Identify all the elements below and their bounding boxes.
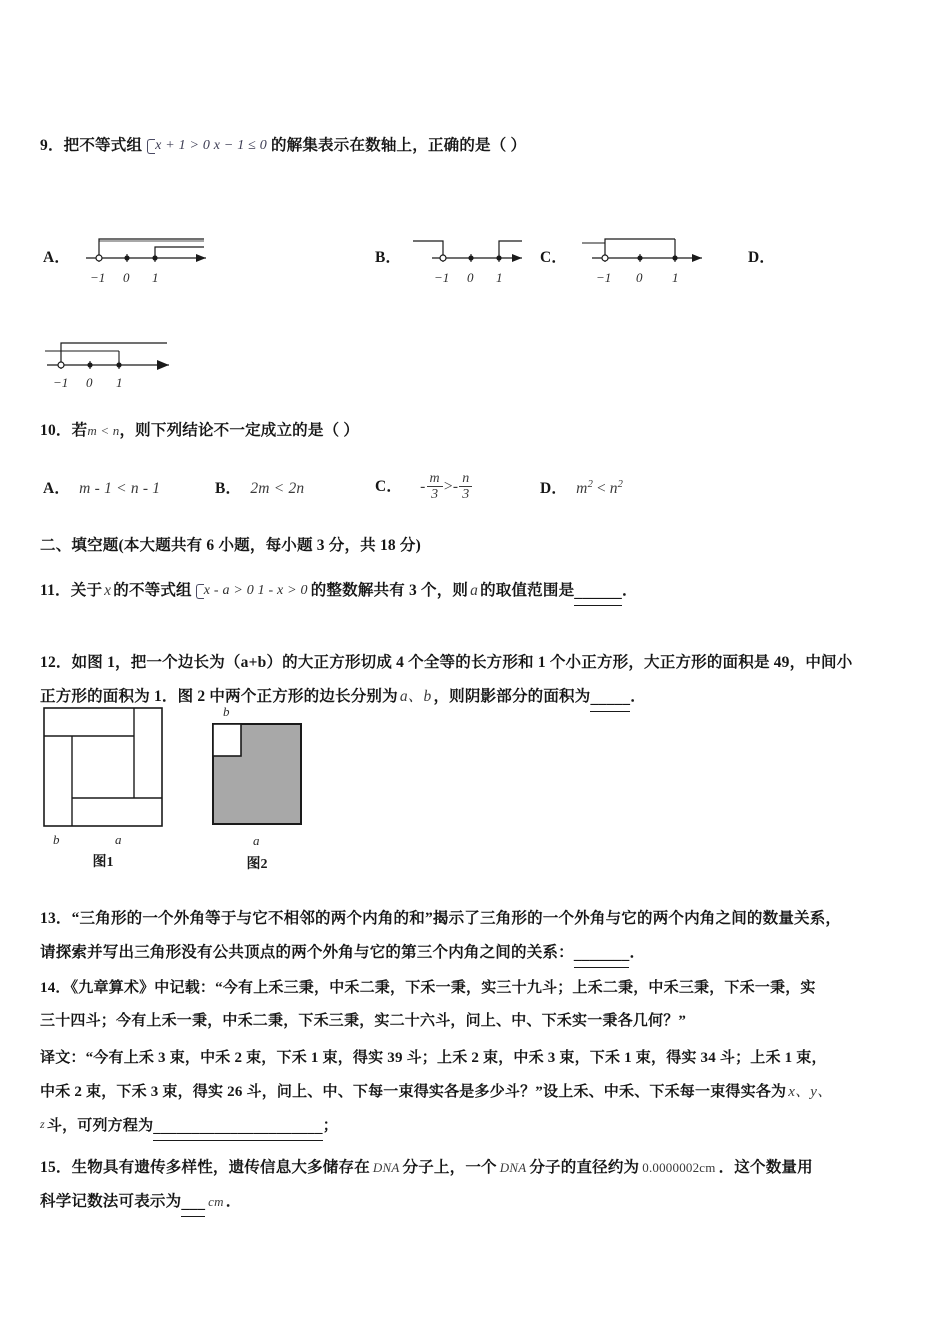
q9-b-tick-minus1: −1 bbox=[434, 270, 450, 285]
q10c-num-2: n bbox=[462, 471, 470, 486]
question-10-condition: m < n bbox=[87, 423, 120, 438]
shaded-square-figure bbox=[211, 706, 303, 873]
question-9-system bbox=[146, 137, 267, 155]
q11-part-4: 的取值范围是 bbox=[480, 582, 575, 599]
q15-dna-2: DNA bbox=[499, 1160, 527, 1175]
number-line-d-svg bbox=[43, 333, 183, 381]
number-line-option-b[interactable] bbox=[410, 228, 530, 290]
q15-unit: cm bbox=[208, 1194, 224, 1209]
section-2-heading: 二、填空题(本大题共有 6 小题，每小题 3 分，共 18 分) bbox=[40, 537, 421, 554]
q10-option-b-letter: B． bbox=[215, 480, 242, 497]
question-10-stem-after: ，则下列结论不一定成立的是（ ） bbox=[119, 422, 360, 439]
q15-diameter-value: 0.0000002cm bbox=[642, 1160, 716, 1175]
q12-line-2-b: ，则阴影部分的面积为 bbox=[433, 688, 591, 705]
q10-option-a-letter: A． bbox=[43, 480, 71, 497]
q10-option-b[interactable] bbox=[215, 476, 304, 501]
q9-c-tick-1: 1 bbox=[672, 270, 679, 285]
q14-answer-blank[interactable]: ______________________ bbox=[153, 1116, 322, 1141]
q9-b-tick-1: 1 bbox=[496, 270, 503, 285]
q10-option-c-fraction-1 bbox=[427, 471, 443, 502]
q10-option-c-letter: C． bbox=[375, 478, 403, 496]
q9-option-d-letter[interactable]: D． bbox=[748, 249, 776, 266]
question-14-line-1 bbox=[40, 976, 935, 1000]
question-14-number: 14． bbox=[40, 980, 71, 996]
figure-2-svg bbox=[211, 722, 303, 830]
question-11 bbox=[40, 578, 920, 606]
q9-system-row-1: x + 1 > 0 bbox=[155, 138, 211, 154]
q13-end: ． bbox=[629, 944, 646, 961]
question-15-line-1 bbox=[40, 1155, 935, 1180]
q11-answer-blank[interactable]: ______ bbox=[574, 580, 622, 606]
figure-1-svg bbox=[42, 706, 164, 828]
q14-line-1-text: 《九章算术》中记载：“今有上禾三秉，中禾二秉，下禾一秉，实三十九斗；上禾二秉，中禾三秉，下禾一秉，实 bbox=[70, 980, 816, 996]
q12-answer-blank[interactable]: _____ bbox=[590, 686, 630, 712]
question-9-stem-before: 把不等式组 bbox=[63, 137, 143, 154]
number-line-option-d[interactable] bbox=[43, 333, 183, 395]
question-13-number: 13． bbox=[40, 910, 72, 927]
question-14-line-5 bbox=[40, 1114, 935, 1141]
number-line-c-svg bbox=[580, 228, 710, 276]
q12-line-2-a: 正方形的面积为 1．图 2 中两个正方形的边长分别为 bbox=[40, 688, 398, 705]
q9-option-b-letter[interactable]: B． bbox=[375, 249, 402, 266]
question-12-line-1 bbox=[40, 650, 935, 675]
q15-line-1-a: 生物具有遗传多样性，遗传信息大多储存在 bbox=[71, 1159, 370, 1176]
q11-system-row-1: x - a > 0 bbox=[203, 583, 254, 599]
q11-part-1: 关于 bbox=[70, 582, 103, 599]
q9-b-tick-0: 0 bbox=[467, 270, 474, 285]
q15-line-1-c: 分子的直径约为 bbox=[529, 1159, 640, 1176]
q10-option-c-fraction-2 bbox=[459, 471, 472, 502]
q14-line-5-text: 斗，可列方程为 bbox=[46, 1118, 154, 1134]
q9-a-tick-minus1: −1 bbox=[90, 270, 106, 285]
q14-line-4-a: 中禾 2 束，下禾 3 束，得实 26 斗，问上、中、下每一束得实各是多少斗？”设上禾、中禾、下禾每一束得实各为 bbox=[40, 1084, 787, 1100]
q10d-base-2: n bbox=[609, 480, 618, 498]
q12-line-2-vars: a、b bbox=[399, 688, 432, 705]
q11-variable-x: x bbox=[104, 582, 112, 599]
figure-2-label-b: b bbox=[223, 704, 230, 719]
q10d-exp-2: 2 bbox=[617, 479, 624, 490]
question-12-number: 12． bbox=[40, 654, 72, 671]
q10c-den-2: 3 bbox=[459, 486, 472, 502]
q10-option-c-sign-2: - bbox=[452, 478, 459, 496]
question-12-line-2 bbox=[40, 684, 935, 712]
figure-2-label-a: a bbox=[253, 833, 260, 848]
number-line-option-a[interactable] bbox=[82, 228, 217, 290]
q15-end: ． bbox=[225, 1193, 242, 1210]
q9-d-tick-minus1: −1 bbox=[53, 375, 69, 390]
q14-line-3-text: 译文：“今有上禾 3 束，中禾 2 束，下禾 1 束，得实 39 斗；上禾 2 束，中禾 3 束，下禾 1 束，得实 34 斗；上禾 1 束， bbox=[40, 1050, 827, 1066]
q14-line-2-text: 三十四斗；今有上禾一秉，中禾二秉，下禾三秉，实二十六斗，问上、中、下禾实一秉各几何？” bbox=[40, 1013, 687, 1029]
question-13-line-1 bbox=[40, 906, 935, 931]
question-9-stem-after: 的解集表示在数轴上，正确的是（ ） bbox=[270, 137, 527, 154]
q14-variable-z: z bbox=[40, 1117, 45, 1131]
q11-part-2: 的不等式组 bbox=[113, 582, 192, 599]
number-line-b-svg bbox=[410, 228, 530, 276]
q11-system-row-2: 1 - x > 0 bbox=[257, 583, 308, 599]
q9-c-tick-0: 0 bbox=[636, 270, 643, 285]
q13-line-2-text: 请探索并写出三角形没有公共顶点的两个外角与它的第三个内角之间的关系： bbox=[40, 944, 574, 961]
number-line-option-c[interactable] bbox=[580, 228, 710, 290]
q10c-den-1: 3 bbox=[427, 486, 443, 502]
q12-line-1-text: 如图 1，把一个边长为（a+b）的大正方形切成 4 个全等的长方形和 1 个小正方形，大正方形的面积是 49，中间小 bbox=[71, 654, 853, 671]
figure-1-label-a: a bbox=[115, 832, 122, 847]
q14-end: ； bbox=[322, 1118, 338, 1134]
number-line-a-svg bbox=[82, 228, 217, 276]
q9-d-tick-0: 0 bbox=[86, 375, 93, 390]
q10-option-d[interactable] bbox=[540, 476, 623, 501]
q14-variables: x、y、 bbox=[788, 1084, 833, 1100]
q9-c-tick-minus1: −1 bbox=[596, 270, 612, 285]
q15-line-1-d: ．这个数量用 bbox=[718, 1159, 813, 1176]
question-15-number: 15． bbox=[40, 1159, 72, 1176]
q15-answer-blank[interactable]: ___ bbox=[181, 1191, 205, 1217]
q9-system-row-2: x − 1 ≤ 0 bbox=[213, 138, 267, 154]
q9-a-tick-0: 0 bbox=[123, 270, 130, 285]
question-14-line-4 bbox=[40, 1080, 935, 1104]
q10-option-c-lead-sign: - bbox=[420, 478, 426, 496]
q13-answer-blank[interactable]: _______ bbox=[574, 942, 630, 968]
question-10-stem-before: 若 bbox=[71, 422, 88, 439]
q10d-base-1: m bbox=[576, 480, 588, 498]
q9-a-tick-1: 1 bbox=[152, 270, 159, 285]
q10-option-c-relation: > bbox=[443, 478, 453, 496]
q11-part-3: 的整数解共有 3 个，则 bbox=[310, 582, 469, 599]
q11-end: ． bbox=[621, 582, 638, 599]
q9-option-a-letter[interactable]: A． bbox=[43, 249, 71, 266]
question-10-stem bbox=[40, 418, 640, 443]
q10d-relation: < bbox=[596, 480, 607, 498]
q15-dna-1: DNA bbox=[372, 1160, 400, 1175]
q10-option-d-letter: D． bbox=[540, 480, 568, 498]
figure-2-caption: 图2 bbox=[246, 857, 268, 872]
q10-option-a-text: m - 1 < n - 1 bbox=[79, 480, 161, 497]
q13-line-1-text: “三角形的一个外角等于与它不相邻的两个内角的和”揭示了三角形的一个外角与它的两个内角之间的数量关系， bbox=[71, 910, 842, 927]
q11-variable-a: a bbox=[470, 582, 479, 599]
q10-option-c[interactable] bbox=[375, 472, 473, 503]
q10d-exp-1: 2 bbox=[587, 479, 594, 490]
q10c-num-1: m bbox=[429, 471, 440, 486]
figure-1-label-b: b bbox=[53, 832, 60, 847]
question-10-number: 10． bbox=[40, 422, 72, 439]
figure-1-caption: 图1 bbox=[92, 855, 114, 870]
q10-option-a[interactable] bbox=[43, 476, 160, 501]
question-14-line-3 bbox=[40, 1046, 935, 1070]
question-11-system bbox=[195, 582, 308, 600]
q15-line-1-b: 分子上，一个 bbox=[402, 1159, 497, 1176]
question-14-line-2 bbox=[40, 1009, 935, 1033]
question-13-line-2 bbox=[40, 940, 935, 968]
question-9-number: 9． bbox=[40, 137, 64, 154]
q9-d-tick-1: 1 bbox=[116, 375, 123, 390]
q10-option-b-text: 2m < 2n bbox=[250, 480, 305, 497]
q12-end: ． bbox=[630, 688, 646, 705]
q9-option-c-letter[interactable]: C． bbox=[540, 249, 568, 266]
q10-option-d-expression bbox=[576, 480, 623, 497]
question-11-number: 11． bbox=[40, 582, 71, 599]
pinwheel-square-figure bbox=[42, 706, 164, 871]
question-9-stem bbox=[40, 133, 920, 158]
question-15-line-2 bbox=[40, 1189, 935, 1217]
q15-line-2-a: 科学记数法可表示为 bbox=[40, 1193, 182, 1210]
